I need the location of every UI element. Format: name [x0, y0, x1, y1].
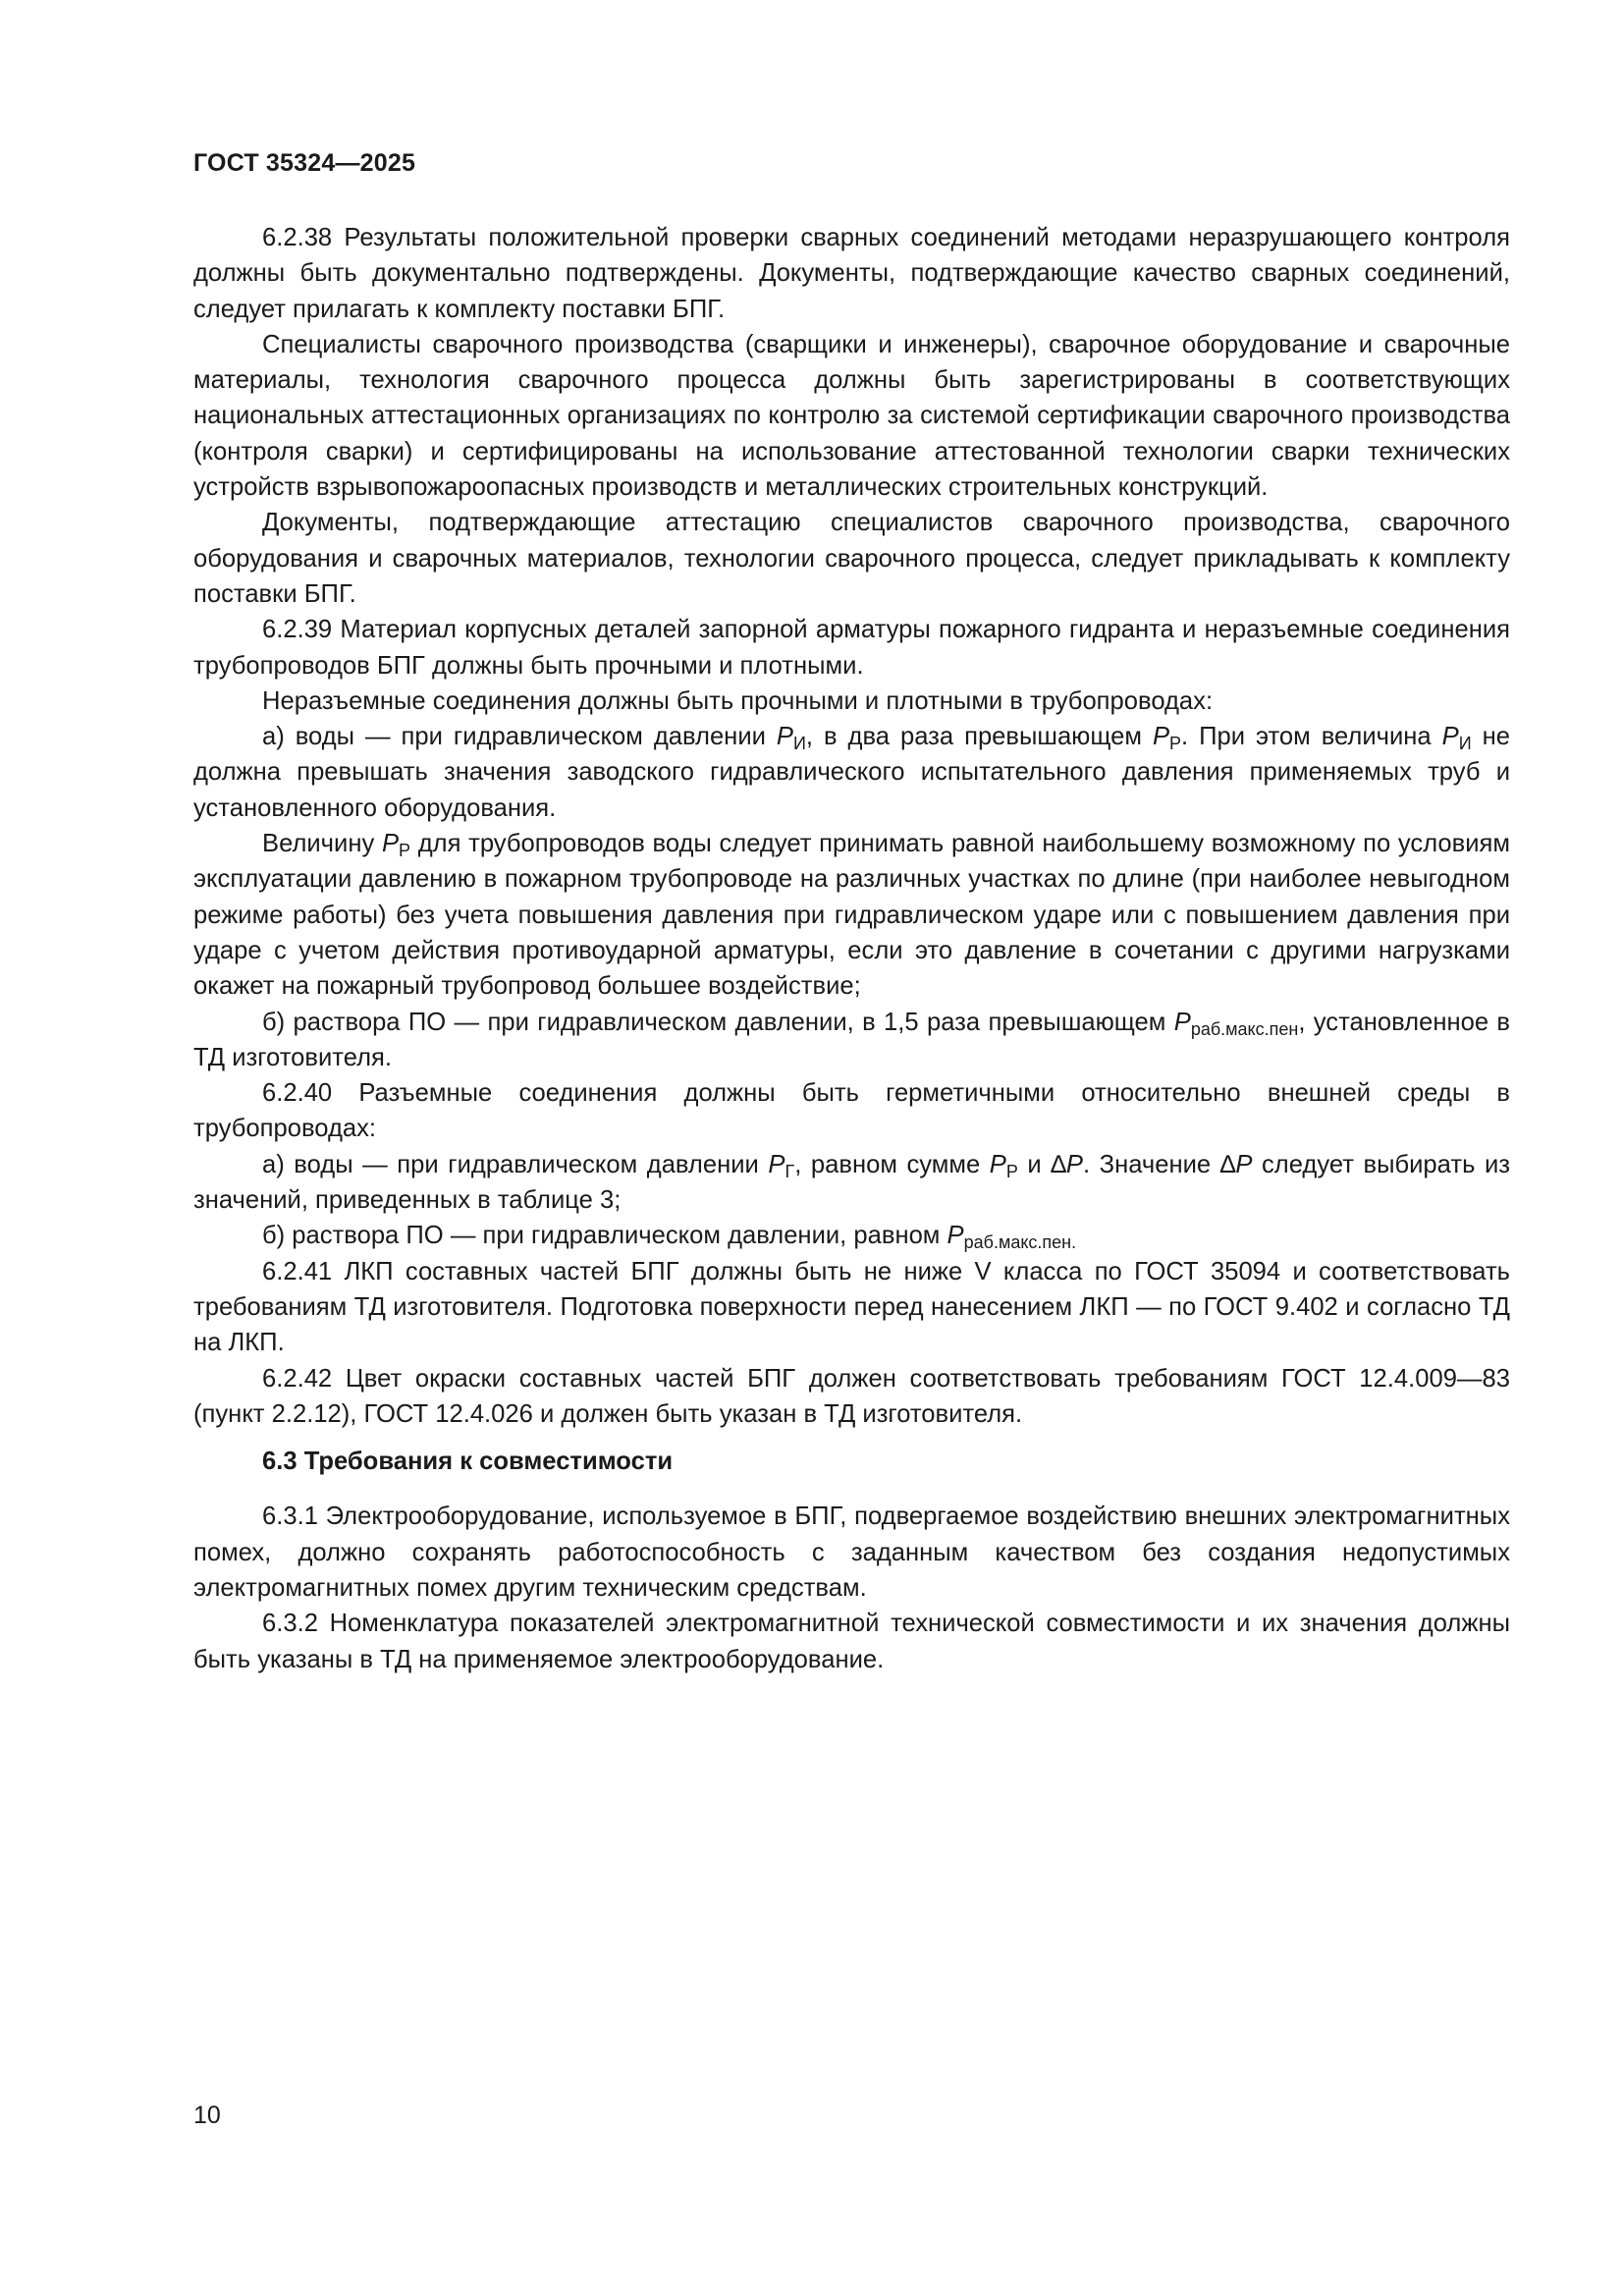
paragraph-6-2-39: 6.2.39 Материал корпусных деталей запорной арматуры пожарного гидранта и неразъемные соединения трубопроводов БПГ должны быть прочными и плотными.	[193, 616, 1510, 680]
paragraph-6-2-42: 6.2.42 Цвет окраски составных частей БПГ должен соответствовать требованиям ГОСТ 12.4.009—83 (пункт 2.2.12), ГОСТ 12.4.026 и должен быть указан в ТД изготовителя.	[193, 1364, 1510, 1428]
list-item-a-water: а) воды — при гидравлическом давлении $P_И$, в два раза превышающем $P_Р$. При этом величина $P_И$ не должна превышать значения заводского гидравлического испытательного давления применяемых труб и установленного оборудования.	[193, 723, 1510, 822]
paragraph-6-3-2: 6.3.2 Номенклатура показателей электромагнитной технической совместимости и их значения должны быть указаны в ТД на применяемое электрооборудование.	[193, 1610, 1510, 1673]
paragraph-6-2-40: 6.2.40 Разъемные соединения должны быть герметичными относительно внешней среды в трубопроводах:	[193, 1079, 1510, 1143]
list-item-b-solution-hermetic: б) раствора ПО — при гидравлическом давлении, равном $P_{раб.макс.пен.}$	[262, 1222, 1077, 1253]
paragraph-permanent-joints: Неразъемные соединения должны быть прочными и плотными в трубопроводах:	[262, 686, 1214, 715]
paragraph-certification-documents: Документы, подтверждающие аттестацию специалистов сварочного производства, сварочного оборудования и сварочных материалов, технологии сварочного процесса, следует прикладывать к комплекту поставки БПГ.	[193, 509, 1510, 608]
paragraph-6-2-41: 6.2.41 ЛКП составных частей БПГ должны быть не ниже V класса по ГОСТ 35094 и соответствовать требованиям ТД изготовителя. Подготовка поверхности перед нанесением ЛКП — по ГОСТ 9.402 и согласно ТД на ЛКП.	[193, 1257, 1510, 1357]
document-body	[193, 220, 1510, 1677]
paragraph-welding-specialists: Специалисты сварочного производства (сварщики и инженеры), сварочное оборудование и сварочные материалы, технология сварочного процесса должны быть зарегистрированы в соответствующих национальных аттестационных организациях по контролю за системой сертификации сварочного производства (контроля сварки) и сертифицированы на использование аттестованной технологии сварки технических устройств взрывопожароопасных производств и металлических строительных конструкций.	[193, 330, 1510, 502]
list-item-b-solution: б) раствора ПО — при гидравлическом давлении, в 1,5 раза превышающем $P_{раб.макс.пен}$, установленное в ТД изготовителя.	[193, 1008, 1511, 1071]
paragraph-6-3-1: 6.3.1 Электрооборудование, используемое в БПГ, подвергаемое воздействию внешних электромагнитных помех, должно сохранять работоспособность с заданным качеством без создания недопустимых электромагнитных помех другим техническим средствам.	[193, 1503, 1510, 1602]
paragraph-pressure-value: Величину $P_Р$ для трубопроводов воды следует принимать равной наибольшему возможному по условиям эксплуатации давлению в пожарном трубопроводе на различных участках по длине (при наиболее невыгодном режиме работы) без учета повышения давления при гидравлическом ударе или с повышением давления при ударе с учетом действия противоударной арматуры, если это давление в сочетании с другими нагрузками окажет на пожарный трубопровод большее воздействие;	[193, 830, 1511, 1001]
list-item-a-water-hermetic: а) воды — при гидравлическом давлении $P_Г$, равном сумме $P_Р$ и ∆P. Значение ∆P следует выбирать из значений, приведенных в таблице 3;	[193, 1150, 1510, 1215]
section-heading-6-3: 6.3 Требования к совместимости	[262, 1448, 674, 1476]
paragraph-6-2-38: 6.2.38 Результаты положительной проверки сварных соединений методами неразрушающего контроля должны быть документально подтверждены. Документы, подтверждающие качество сварных соединений, следует прилагать к комплекту поставки БПГ.	[193, 224, 1510, 323]
page-number: 10	[193, 2102, 221, 2129]
document-header: ГОСТ 35324—2025	[193, 149, 416, 177]
